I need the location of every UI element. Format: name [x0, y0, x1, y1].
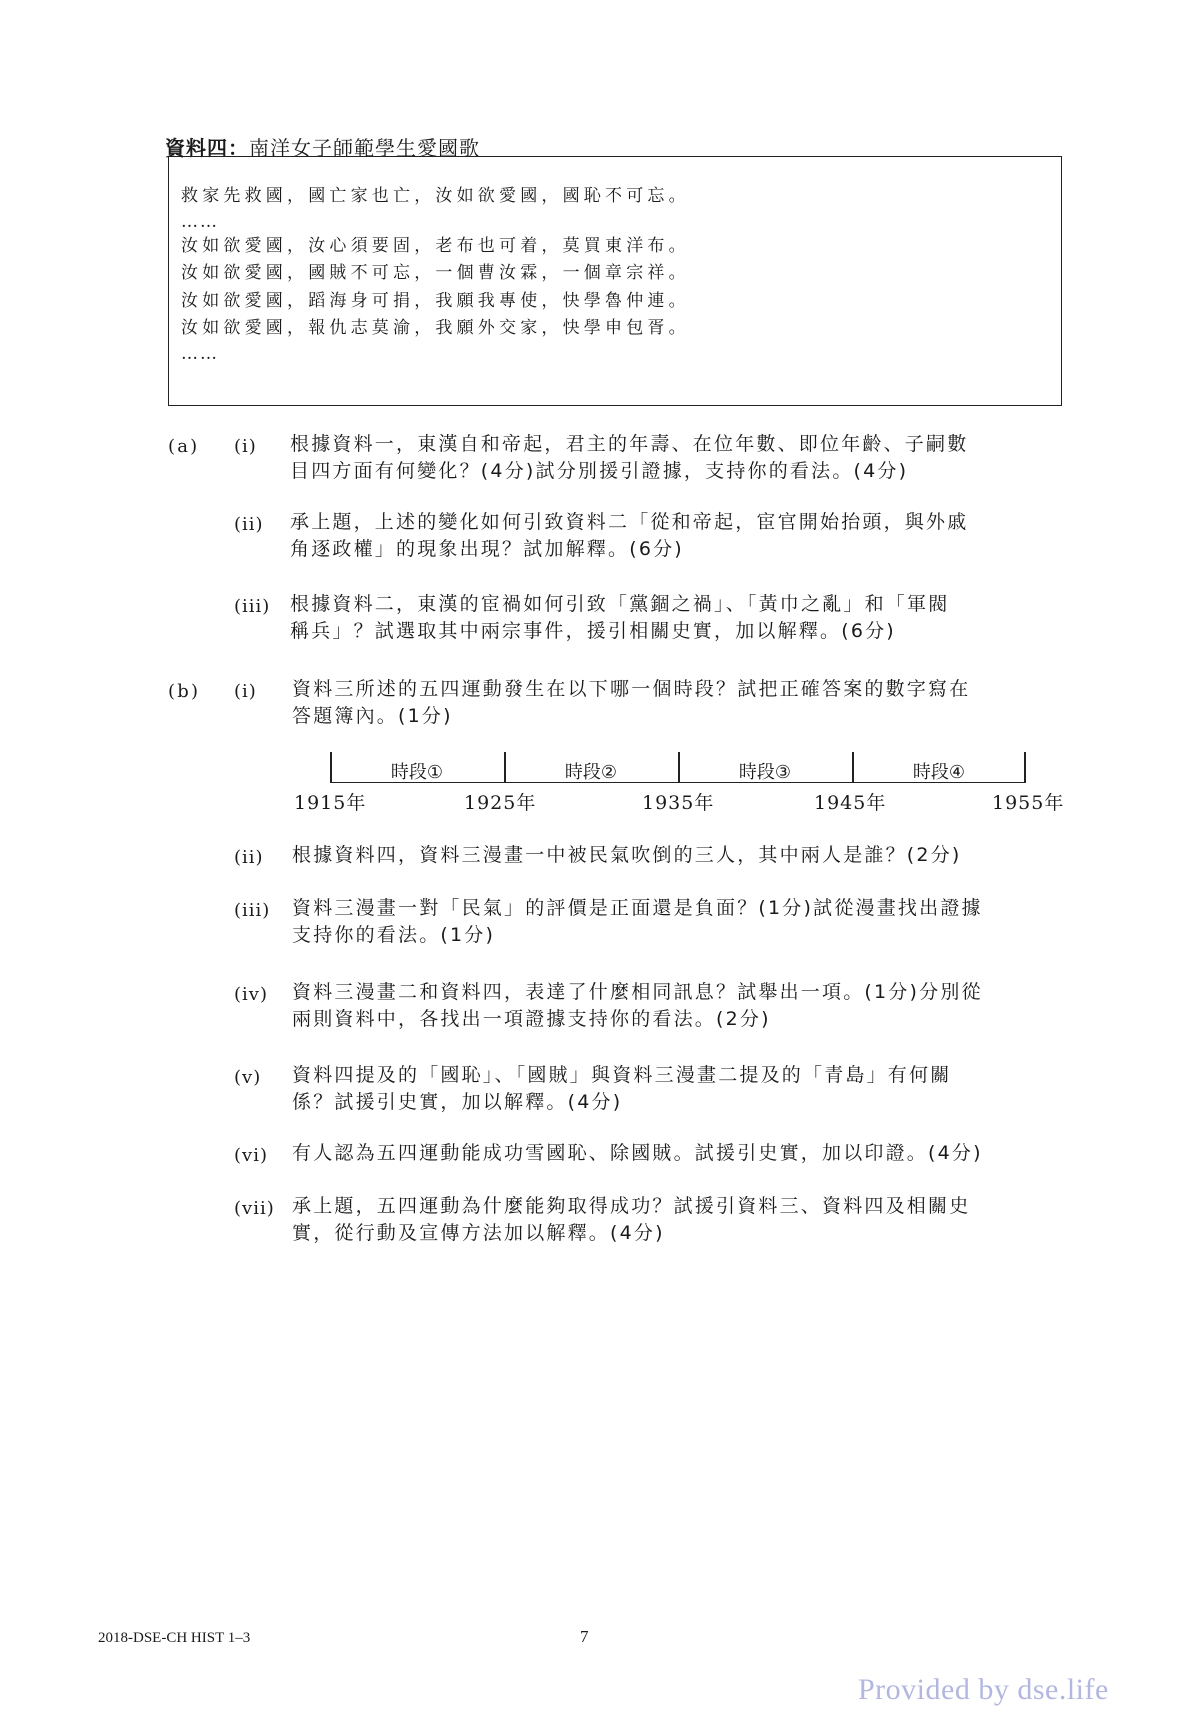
timeline-axis — [330, 752, 1026, 783]
poem-line: 汝如欲愛國，國賊不可忘，一個曹汝霖，一個章宗祥。 — [181, 263, 690, 283]
question-number: (vii) — [234, 1198, 275, 1219]
timeline-period-1: 時段① — [390, 762, 444, 783]
timeline-year-1935: 1935年 — [642, 792, 715, 814]
question-number: (i) — [234, 681, 257, 702]
timeline-period-3: 時段③ — [738, 762, 792, 783]
page-number: 7 — [580, 1627, 589, 1646]
timeline-year-1945: 1945年 — [814, 792, 887, 814]
poem-line: 汝如欲愛國，蹈海身可捐，我願我專使，快學魯仲連。 — [181, 290, 690, 311]
period-timeline — [290, 752, 1090, 812]
question-text: 承上題，上述的變化如何引致資料二「從和帝起，宦官開始抬頭，與外戚 角逐政權」的現象出現？試加解釋。(6分) — [290, 511, 969, 560]
question-number: (iv) — [234, 984, 268, 1005]
question-number: (vi) — [234, 1145, 268, 1166]
timeline-period-4: 時段④ — [912, 762, 966, 783]
question-number: (iii) — [234, 900, 271, 921]
timeline-year-1955: 1955年 — [992, 792, 1065, 814]
part-label-a: (a) — [168, 436, 200, 457]
source-4-box — [168, 156, 1062, 406]
timeline-year-1915: 1915年 — [294, 792, 367, 814]
question-text: 根據資料二，東漢的宦禍如何引致「黨錮之禍」、「黃巾之亂」和「軍閥 稱兵」？試選取其中兩宗事件，援引相關史實，加以解釋。(6分) — [290, 593, 950, 642]
question-number: (i) — [234, 436, 257, 457]
poem-line: 汝如欲愛國，報仇志莫渝，我願外交家，快學申包胥。 — [181, 318, 690, 338]
question-number: (v) — [234, 1067, 262, 1088]
question-text: 有人認為五四運動能成功雪國恥、除國賊。試援引史實，加以印證。(4分) — [292, 1142, 983, 1164]
question-text: 資料四提及的「國恥」、「國賊」與資料三漫畫二提及的「青島」有何關 係？試援引史實，加以解釋。(4分) — [292, 1064, 952, 1113]
poem-line: 救家先救國，國亡家也亡，汝如欲愛國，國恥不可忘。 — [181, 186, 690, 206]
timeline-year-1925: 1925年 — [464, 792, 537, 814]
poem-ellipsis: …… — [181, 211, 219, 232]
question-number: (ii) — [234, 847, 264, 868]
part-label-b: (b) — [168, 681, 201, 702]
poem-line: 汝如欲愛國，汝心須要固，老布也可着，莫買東洋布。 — [181, 235, 690, 256]
question-text: 資料三漫畫一對「民氣」的評價是正面還是負面？(1分)試從漫畫找出證據 支持你的看法。(1分) — [292, 897, 983, 946]
poem-ellipsis: …… — [181, 343, 219, 364]
question-text: 資料三所述的五四運動發生在以下哪一個時段？試把正確答案的數字寫在 答題簿內。(1分) — [292, 678, 971, 727]
question-text: 根據資料一，東漢自和帝起，君主的年壽、在位年數、即位年齡、子嗣數 目四方面有何變化？(4分)試分別援引證據，支持你的看法。(4分) — [290, 433, 969, 482]
paper-code: 2018-DSE-CH HIST 1–3 — [98, 1630, 251, 1646]
source-4-title: 南洋女子師範學生愛國歌 — [249, 136, 480, 160]
source-4-label: 資料四： — [165, 136, 249, 160]
watermark: Provided by dse.life — [858, 1673, 1109, 1706]
question-text: 資料三漫畫二和資料四，表達了什麼相同訊息？試舉出一項。(1分)分別從 兩則資料中，各找出一項證據支持你的看法。(2分) — [292, 981, 983, 1030]
question-text: 根據資料四，資料三漫畫一中被民氣吹倒的三人，其中兩人是誰？(2分) — [292, 844, 962, 866]
question-number: (iii) — [234, 596, 271, 617]
timeline-period-2: 時段② — [564, 762, 618, 783]
question-number: (ii) — [234, 514, 264, 535]
question-text: 承上題，五四運動為什麼能夠取得成功？試援引資料三、資料四及相關史 實，從行動及宣傳方法加以解釋。(4分) — [292, 1195, 971, 1244]
